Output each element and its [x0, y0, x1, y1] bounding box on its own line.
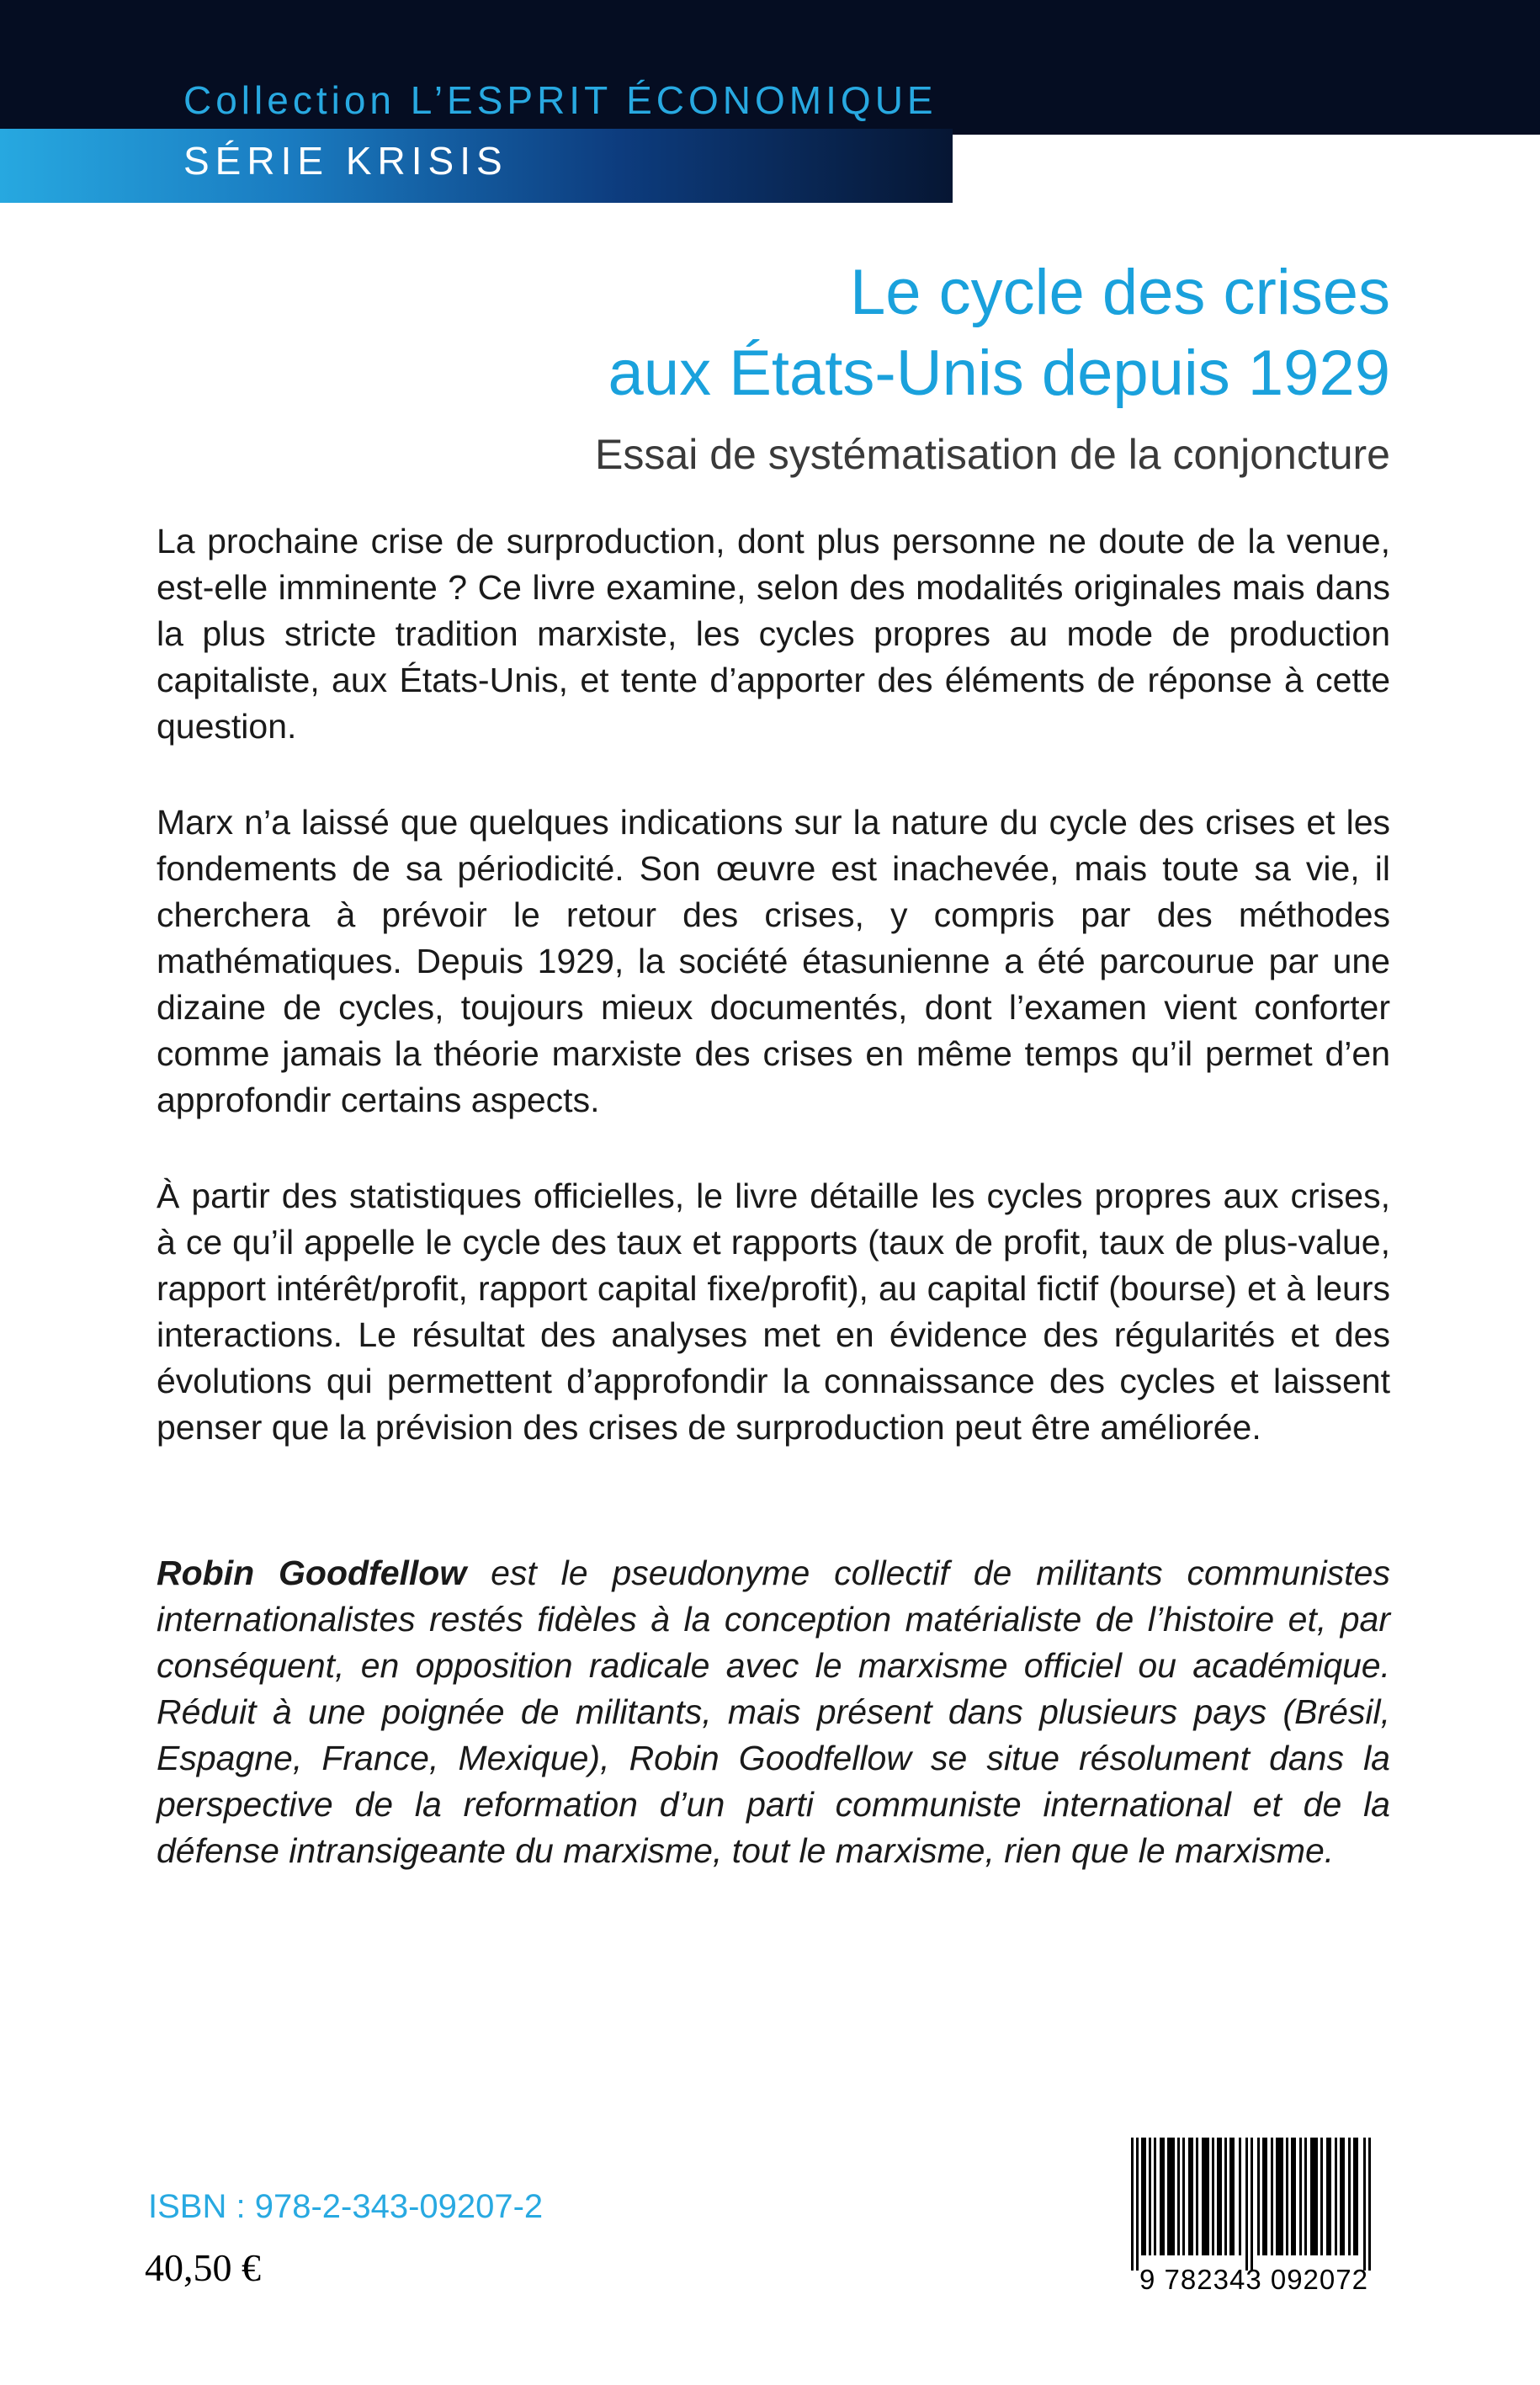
- book-title-line-1: Le cycle des crises: [849, 257, 1390, 328]
- price: 40,50 €: [145, 2246, 261, 2289]
- blurb-paragraph-2: Marx n’a laissé que quelques indications sur la nature du cycle des crises et les fondements de sa périodicité. Son œuvre est inachevée, mais toute sa vie, il cherchera à prévoir le retour des crises, y compris par des méthodes mathématiques. Depuis 1929, la société étasunienne a été parcourue par une dizaine de cycles, toujours mieux documentés, dont l’examen vient conforter comme jamais la théorie marxiste des crises en même temps qu’il permet d’en approfondir certains aspects.: [157, 803, 1390, 1119]
- barcode: [1109, 2138, 1399, 2294]
- author-name: Robin Goodfellow: [157, 1554, 467, 1592]
- book-title-line-2: aux États-Unis depuis 1929: [608, 337, 1390, 409]
- isbn: ISBN : 978-2-343-09207-2: [148, 2188, 544, 2225]
- book-subtitle: Essai de systématisation de la conjoncture: [595, 431, 1390, 478]
- collection-name: Collection L’ESPRIT ÉCONOMIQUE: [183, 78, 937, 122]
- author-bio-text: est le pseudonyme collectif de militants communistes internationalistes restés fidèles à la conception matérialiste de l’histoire et, par conséquent, en opposition radicale avec le marxisme officiel ou académique. Réduit à une poignée de militants, mais présent dans plusieurs pays (Brésil, Espagne, France, Mexique), Robin Goodfellow se situe résolument dans la perspective de la reformation d’un parti communiste international et de la défense intransigeante du marxisme, tout le marxisme, rien que le marxisme.: [157, 1554, 1390, 1870]
- title-block: [595, 252, 1390, 480]
- barcode-number: 9 782343 092072: [1139, 2264, 1368, 2295]
- author-bio: [157, 1550, 1390, 1874]
- blurb-paragraph-3: À partir des statistiques officielles, le livre détaille les cycles propres aux crises, à ce qu’il appelle le cycle des taux et rapports (taux de profit, taux de plus-value, rapport intérêt/profit, rapport capital fixe/profit), au capital fictif (bourse) et à leurs interactions. Le résultat des analyses met en évidence des régularités et des évolutions qui permettent d’approfondir la connaissance des cycles et laissent penser que la prévision des crises de surproduction peut être améliorée.: [157, 1177, 1390, 1447]
- blurb-paragraph-1: La prochaine crise de surproduction, dont plus personne ne doute de la venue, est-elle imminente ? Ce livre examine, selon des modalités originales mais dans la plus stricte tradition marxiste, les cycles propres au mode de production capitaliste, aux États-Unis, et tente d’apporter des éléments de réponse à cette question.: [157, 522, 1390, 746]
- barcode-bars: [1128, 2138, 1380, 2271]
- blurb: [157, 518, 1390, 1924]
- series-name: SÉRIE KRISIS: [183, 139, 508, 183]
